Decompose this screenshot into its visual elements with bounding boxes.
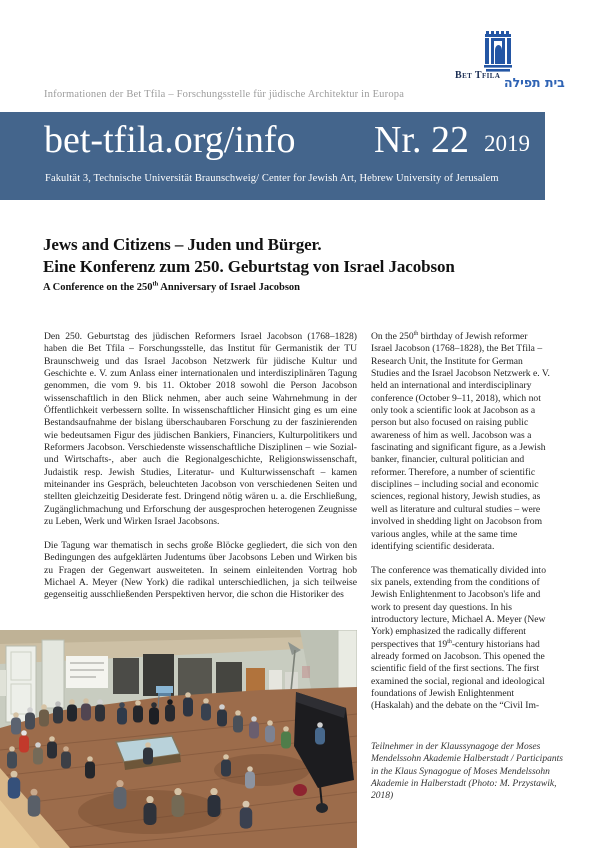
affiliation-line: Fakultät 3, Technische Universität Braunschweig/ Center for Jewish Art, Hebrew University of Jerusalem <box>45 173 499 184</box>
article-subtitle: A Conference on the 250th Anniversary of Israel Jacobson <box>43 280 300 293</box>
masthead-tagline: Informationen der Bet Tfila – Forschungsstelle für jüdische Architektur in Europa <box>44 89 405 100</box>
article-column-english <box>371 331 551 724</box>
bet-tfila-logo <box>455 30 575 96</box>
logo-name-hebrew: בית תפילה <box>504 75 565 90</box>
article-title-block <box>43 234 455 293</box>
logo-name-latin: Bet Tfila <box>455 70 501 81</box>
article-title-line2: Eine Konferenz zum 250. Geburtstag von Israel Jacobson <box>43 257 455 276</box>
masthead-bar <box>0 112 545 200</box>
german-paragraph-1: Den 250. Geburtstag des jüdischen Reformers Israel Jacobson (1768–1828) haben die Bet Tfila – Forschungsstelle, das Institut für Germanistik der TU Braunschweig und das Israel Jacobson Netzwerk für jüdische Kultur und Geschichte e. V. zum Anlass einer internationalen und interdisziplinären Tagung genommen, die vom 9. bis 11. Oktober 2018 sowohl die Person Jacobson wissenschaftlich in den Blick nehmen, aber auch seine Wahrnehmung in der Öffentlichkeit verbessern sollte. In wissenschaftlicher Hinsicht ging es um eine Bestandsaufnahme der bislang überschaubaren Forschung zu der faszinierenden wie bedeutsamen Figur des jüdischen Bankiers, Financiers, Kulturpolitikers und Reformers Jacobson. Verschiedenste wissenschaftliche Disziplinen – wie Sozial- und Wirtschafts-, aber auch die Regionalgeschichte, Religionswissenschaft, Judaistik resp. Jewish Studies, Literatur- und Kulturwissenschaft – kamen miteinander ins Gespräch, beleuchteten Jacobson von verschiedenen Seiten und stellten gleichzeitig Desiderate fest. Dringend nötig wären u. a. die Erschließung, Zugänglichmachung und Erforschung der ausgesprochen heterogenen Zeugnisse zu Leben, Werk und Wirken Israel Jacobsons. <box>44 331 357 528</box>
german-paragraph-2: Die Tagung war thematisch in sechs große Blöcke gegliedert, die sich von den Bedingungen des aufgeklärten Judentums über Jacobsons Leben und Wirken bis zu Fragen der Gegenwart ausweiteten. In seinem einleitenden Vortrag hob Michael A. Meyer (New York) die radikal unterschiedlichen, ja sich teilweise gegenseitig ausschließenden Perspektiven hervor, die schon die Historiker des <box>44 540 357 601</box>
conference-photo <box>0 630 357 848</box>
conference-photo-scene <box>0 630 357 848</box>
english-paragraph-2: The conference was thematically divided into six panels, extending from the conditions of Jewish Enlightenment to Jacobson's life and work to present day questions. In his introductory lecture, Michael A. Meyer (New York) emphasized the radically different perspectives that 19th-century historians had already formed on Jacobson. This opened the scientific field of the first sections. The first examined the social, regional and ideological foundations of Jewish Enlightenment (Haskalah) and the debate on the “Civil Im- <box>371 564 547 712</box>
english-paragraph-1: On the 250th birthday of Jewish reformer Israel Jacobson (1768–1828), the Bet Tfila – Research Unit, the Institute for German Studies and the Israel Jacobson Netzwerk e. V. held an international and interdisciplinary conference (October 9–11, 2018), which not only took a scientific look at Jacobson as a person but also focused on raising public awareness of him as well. Jacobson was a fascinating and significant figure, as a Jewish banker, financier, cultural politician and reformer. Therefore, a number of scientific disciplines – including social and economic sciences, regional history, Jewish studies, as well as literature and cultural studies – were involved in shedding light on Jacobson from various angles, while at the same time identifying scientific desiderata. <box>371 330 550 552</box>
photo-caption: Teilnehmer in der Klaussynagoge der Moses Mendelssohn Akademie Halberstadt / Participants in the Klaus Synagogue of Moses Mendelssohn Akademie in Halberstadt (Photo: M. Przystawik, 2018) <box>371 742 563 802</box>
article-title-line1: Jews and Citizens – Juden und Bürger. <box>43 235 322 254</box>
issue-year: 2019 <box>484 131 530 156</box>
synagogue-facade-icon <box>484 30 512 72</box>
site-title: bet-tfila.org/info <box>44 119 296 161</box>
article-column-german <box>44 331 357 613</box>
issue-number: Nr. 22 <box>374 119 469 161</box>
